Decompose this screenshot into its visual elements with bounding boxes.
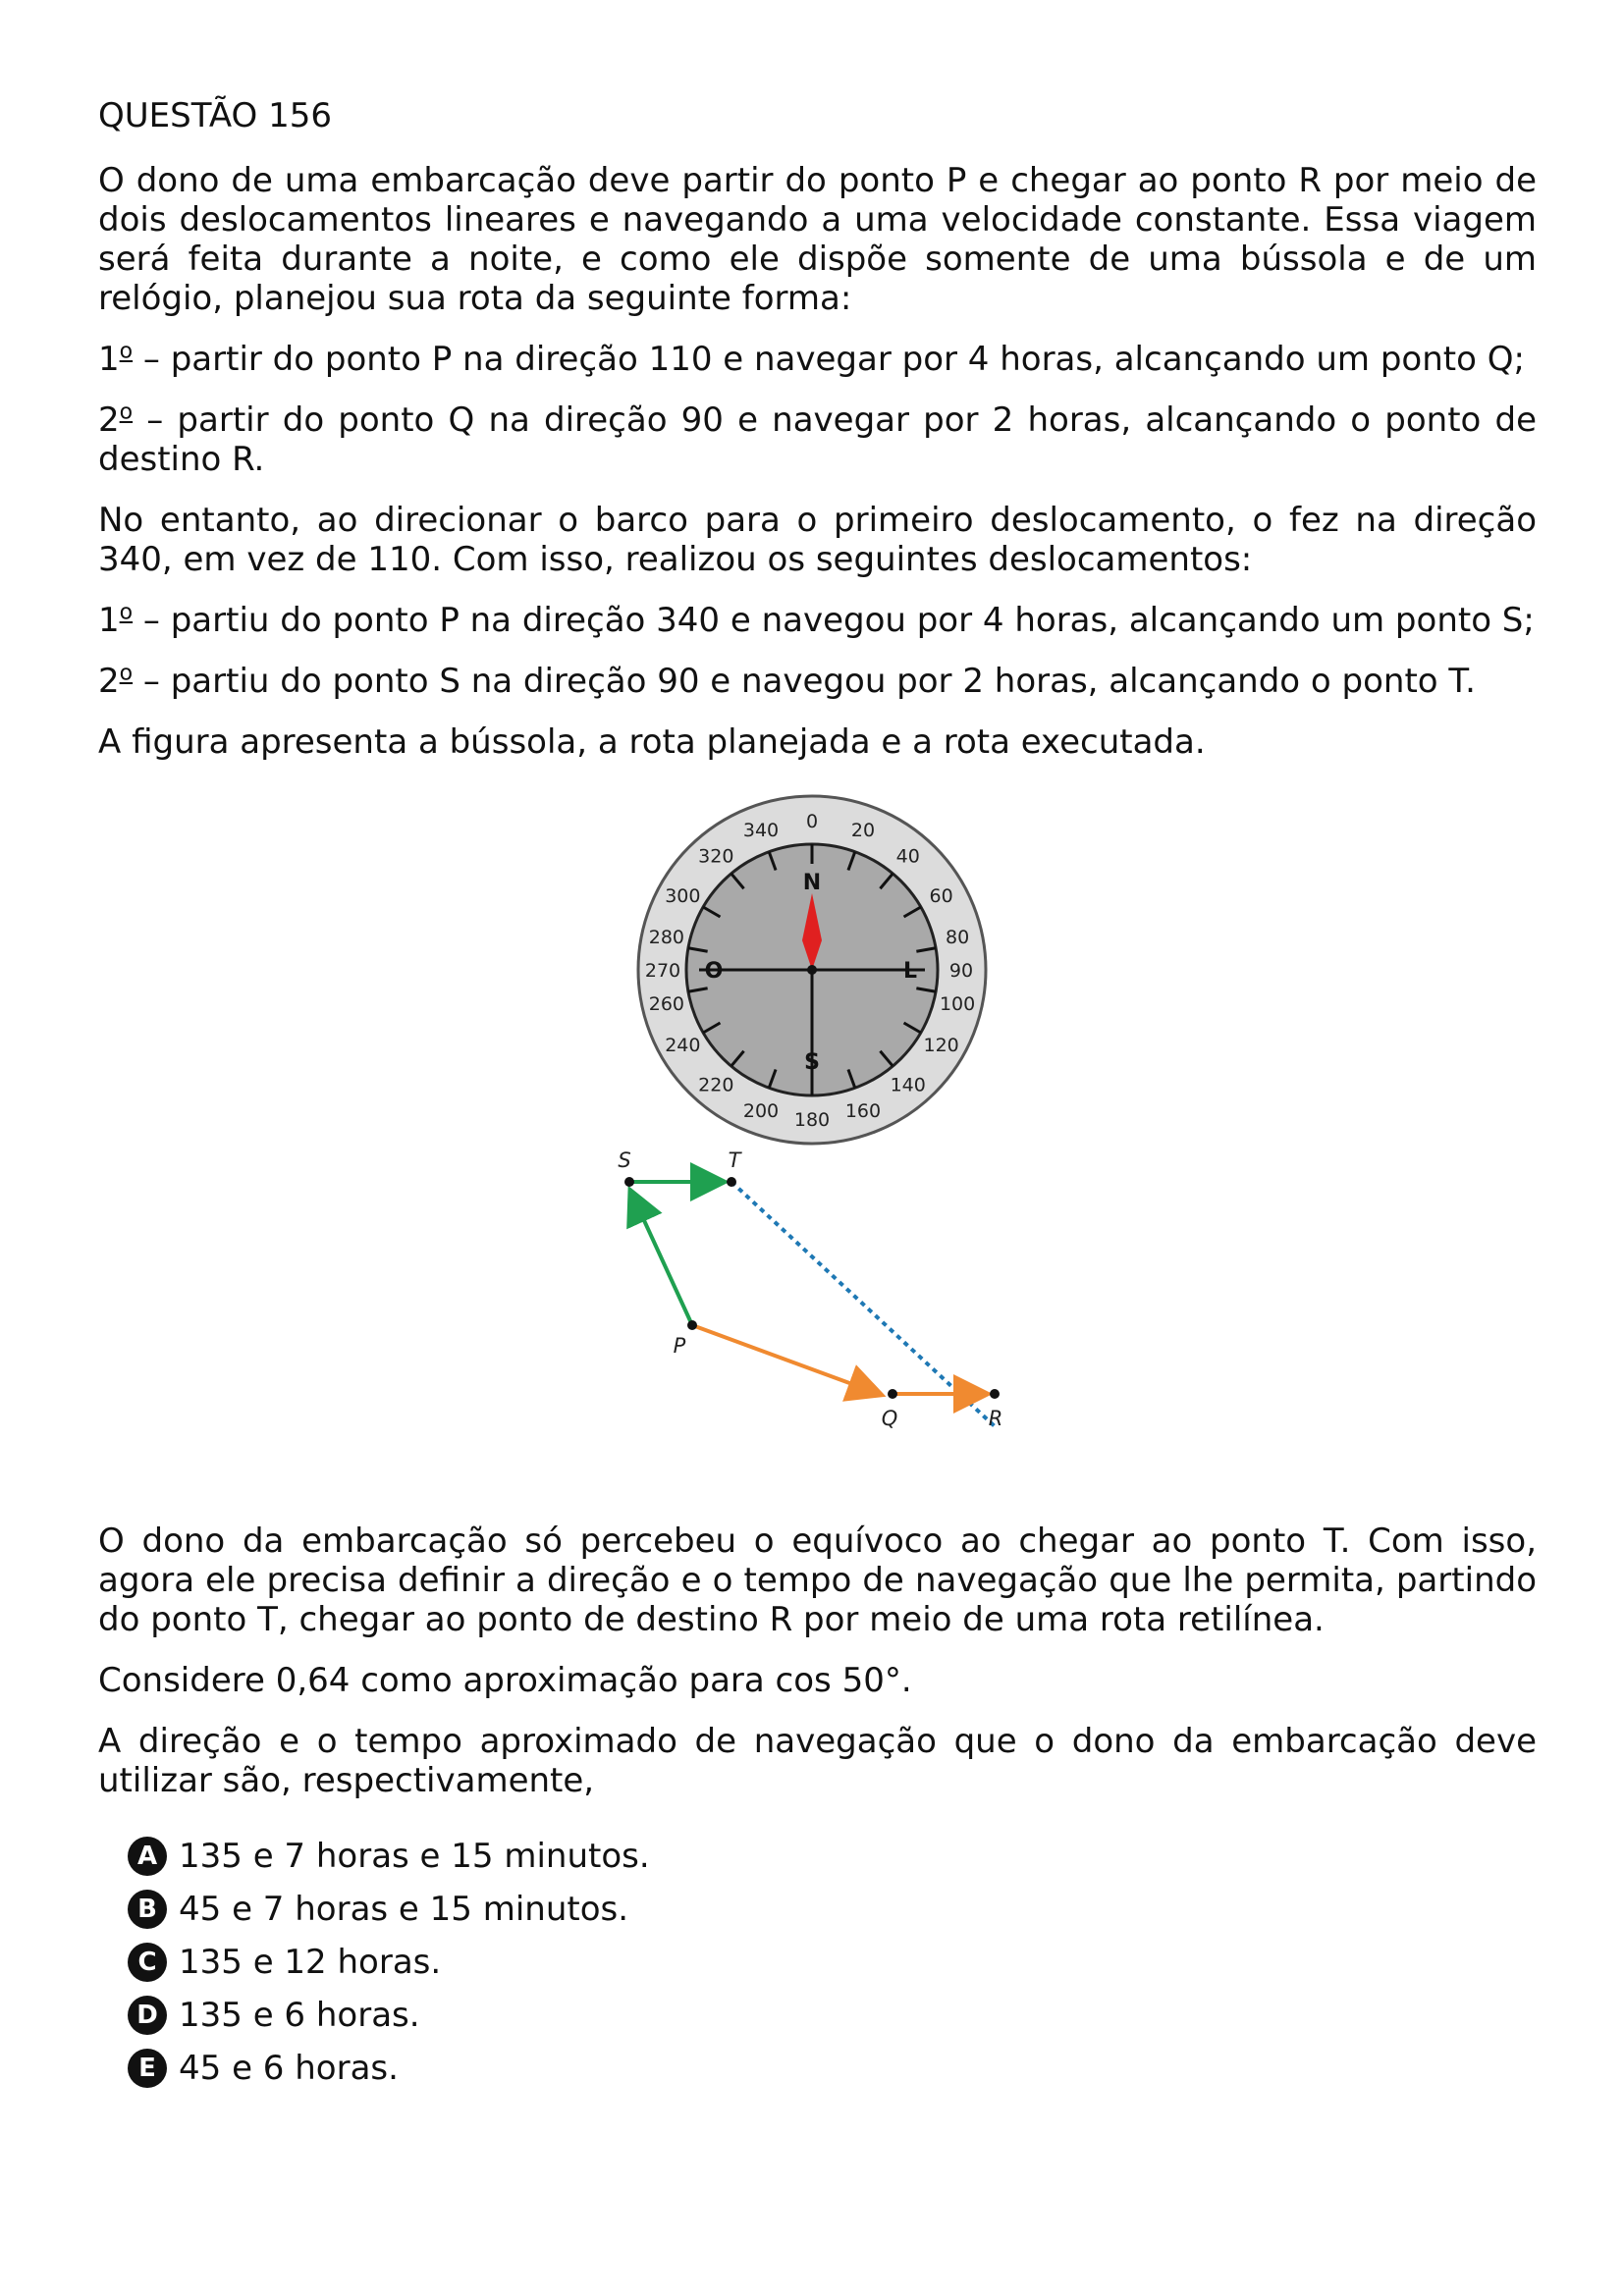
compass-degree-label: 0 — [805, 811, 819, 832]
compass-and-route-figure — [98, 783, 1537, 1500]
option-b[interactable] — [128, 1883, 1537, 1936]
compass-degree-label: 270 — [644, 960, 681, 982]
compass — [638, 796, 986, 1144]
after-figure-paragraph: O dono da embarcação só percebeu o equívoco ao chegar ao ponto T. Com isso, agora ele precisa definir a direção e o tempo de navegação que lhe permita, partindo do ponto T, chegar ao ponto de destino R por meio de uma rota retilínea. — [98, 1522, 1537, 1639]
answer-options — [98, 1830, 1537, 2095]
option-b-text: 45 e 7 horas e 15 minutos. — [179, 1890, 629, 1929]
plan-step-1: 1$^o$ – partir do ponto P na direção 110 e navegar por 4 horas, alcançando um ponto Q; — [98, 339, 1525, 379]
compass-east-label: L — [902, 959, 918, 984]
compass-degree-label: 40 — [895, 845, 920, 868]
option-a-text: 135 e 7 horas e 15 minutos. — [179, 1837, 650, 1876]
route-diagram — [618, 1148, 1002, 1430]
option-d-text: 135 e 6 horas. — [179, 1996, 420, 2035]
option-a[interactable] — [128, 1830, 1537, 1883]
executed-step-1: 1$^o$ – partiu do ponto P na direção 340 e navegou por 4 horas, alcançando um ponto S; — [98, 600, 1535, 640]
compass-degree-label: 220 — [698, 1074, 734, 1096]
point-P-label: P — [673, 1334, 686, 1358]
consider-paragraph: Considere 0,64 como aproximação para cos 50°. — [98, 1661, 912, 1700]
point-Q-dot — [888, 1389, 897, 1399]
figure-svg — [98, 783, 1537, 1500]
option-e-badge: E — [128, 2049, 167, 2088]
option-c-text: 135 e 12 horas. — [179, 1943, 442, 1982]
compass-degree-label: 90 — [948, 960, 974, 982]
compass-degree-label: 300 — [665, 885, 701, 907]
executed-route-PS — [631, 1193, 692, 1325]
question-title: QUESTÃO 156 — [98, 96, 332, 135]
compass-degree-label: 240 — [665, 1035, 701, 1056]
option-e[interactable] — [128, 2042, 1537, 2095]
point-S-label: S — [618, 1148, 631, 1172]
option-b-badge: B — [128, 1890, 167, 1929]
option-c[interactable] — [128, 1936, 1537, 1989]
compass-degree-label: 280 — [648, 926, 685, 948]
compass-degree-label: 140 — [890, 1074, 926, 1096]
question-page — [98, 96, 1537, 2095]
point-T-dot — [727, 1177, 736, 1187]
compass-degree-label: 180 — [793, 1109, 831, 1131]
point-Q-label: Q — [881, 1407, 898, 1430]
compass-degree-label: 320 — [698, 845, 734, 868]
compass-south-label: S — [804, 1050, 820, 1075]
compass-degree-label: 60 — [929, 885, 953, 907]
executed-step-2: 2$^o$ – partiu do ponto S na direção 90 e navegou por 2 horas, alcançando o ponto T. — [98, 661, 1476, 701]
option-d-badge: D — [128, 1996, 167, 2035]
option-c-badge: C — [128, 1943, 167, 1982]
compass-degree-label: 120 — [923, 1035, 959, 1056]
point-R-dot — [990, 1389, 1000, 1399]
compass-degree-label: 20 — [850, 820, 876, 842]
option-e-text: 45 e 6 horas. — [179, 2049, 399, 2088]
plan-step-2: 2$^o$ – partir do ponto Q na direção 90 e navegar por 2 horas, alcançando o ponto de destino R. — [98, 400, 1537, 479]
compass-degree-label: 160 — [844, 1099, 882, 1122]
compass-degree-label: 340 — [742, 820, 780, 842]
point-S-dot — [624, 1177, 634, 1187]
intro-paragraph: O dono de uma embarcação deve partir do ponto P e chegar ao ponto R por meio de dois deslocamentos lineares e navegando a uma velocidade constante. Essa viagem será feita durante a noite, e como ele dispõe somente de uma bússola e de um relógio, planejou sua rota da seguinte forma: — [98, 161, 1537, 318]
however-paragraph: No entanto, ao direcionar o barco para o primeiro deslocamento, o fez na direção 340, em vez de 110. Com isso, realizou os seguintes deslocamentos: — [98, 501, 1537, 579]
point-P-dot — [687, 1320, 697, 1330]
point-T-label: T — [728, 1148, 741, 1172]
option-a-badge: A — [128, 1837, 167, 1876]
compass-degree-label: 260 — [648, 993, 685, 1016]
planned-route-PQ — [692, 1325, 879, 1394]
point-R-label: R — [988, 1407, 1003, 1430]
compass-west-label: O — [704, 959, 724, 984]
compass-degree-label: 80 — [946, 926, 970, 948]
option-d[interactable] — [128, 1989, 1537, 2042]
compass-degree-label: 200 — [742, 1099, 780, 1122]
figure-caption: A figura apresenta a bússola, a rota planejada e a rota executada. — [98, 722, 1206, 762]
compass-degree-label: 100 — [939, 993, 976, 1016]
compass-center-dot — [807, 965, 817, 975]
prompt-paragraph: A direção e o tempo aproximado de navegação que o dono da embarcação deve utilizar são, respectivamente, — [98, 1722, 1537, 1800]
compass-north-label: N — [802, 871, 822, 895]
